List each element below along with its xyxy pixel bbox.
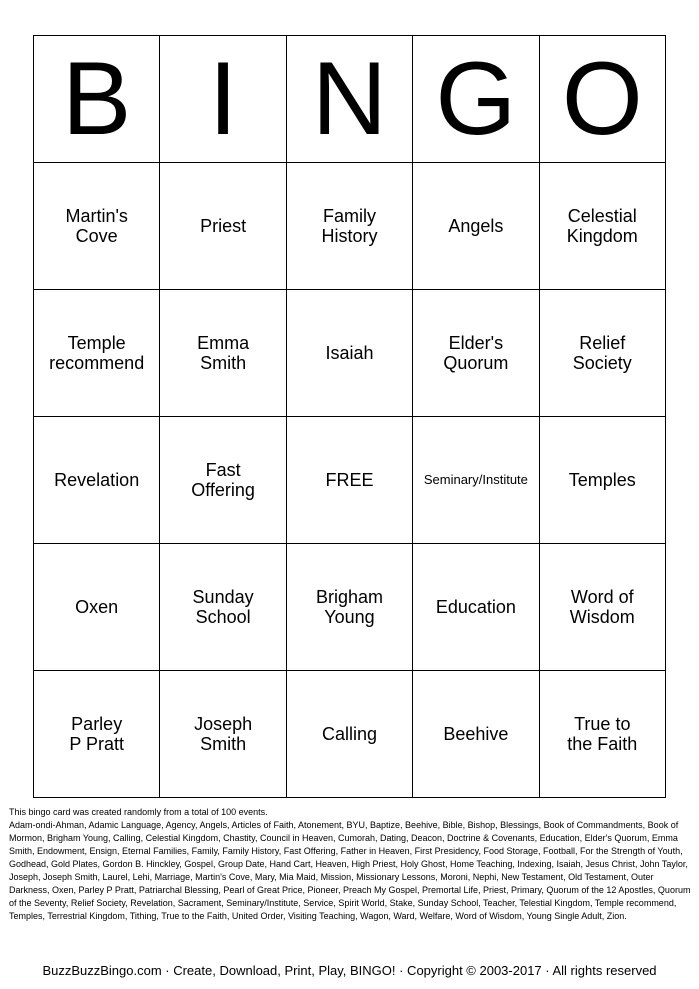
bingo-cell: Seminary/Institute: [413, 417, 539, 544]
bingo-cell: Martin's Cove: [34, 163, 160, 290]
card-info-intro: This bingo card was created randomly from a total of 100 events.: [9, 807, 268, 817]
bingo-cell: Joseph Smith: [160, 671, 286, 798]
bingo-cell: Temple recommend: [34, 290, 160, 417]
bingo-row-5: [34, 671, 666, 798]
bingo-cell: True to the Faith: [539, 671, 665, 798]
bingo-cell: Family History: [286, 163, 412, 290]
bingo-cell: Elder's Quorum: [413, 290, 539, 417]
bingo-cell: Parley P Pratt: [34, 671, 160, 798]
bingo-row-3: [34, 417, 666, 544]
header-letter-i: I: [160, 36, 286, 163]
bingo-cell: Calling: [286, 671, 412, 798]
bingo-cell: Relief Society: [539, 290, 665, 417]
bingo-row-4: [34, 544, 666, 671]
bingo-card: [33, 35, 666, 798]
bingo-cell: Celestial Kingdom: [539, 163, 665, 290]
bingo-row-2: [34, 290, 666, 417]
bingo-cell: Temples: [539, 417, 665, 544]
bingo-cell: Education: [413, 544, 539, 671]
bingo-header-row: [34, 36, 666, 163]
bingo-cell: Emma Smith: [160, 290, 286, 417]
header-letter-b: B: [34, 36, 160, 163]
bingo-cell: Beehive: [413, 671, 539, 798]
event-list: Adam-ondi-Ahman, Adamic Language, Agency, Angels, Articles of Faith, Atonement, BYU, Baptize, Beehive, Bible, Bishop, Blessings, Book of Commandments, Book of Mormon, Brigham Young, Calling, Celestial Kingdom, Chastity, Council in Heaven, Cumorah, Dating, Deacon, Doctrine & Covenants, Education, Elder's Quorum, Emma Smith, Endowment, Ensign, Eternal Families, Family, Family History, Fast Offering, Father in Heaven, First Presidency, Food Storage, Football, For the Strength of Youth, Godhead, Gold Plates, Gordon B. Hinckley, Gospel, Group Date, Hand Cart, Heaven, High Priest, Holy Ghost, Home Teaching, Indexing, Isaiah, Jesus Christ, John Taylor, Joseph, Joseph Smith, Laurel, Lehi, Marriage, Martin's Cove, Mary, Mia Maid, Mission, Missionary Lessons, Moroni, Nephi, New Testament, Old Testament, Outer Darkness, Oxen, Parley P Pratt, Patriarchal Blessing, Pearl of Great Price, Pioneer, Preach My Gospel, Premortal Life, Priest, Primary, Quorum of the 12 Apostles, Quorum of the Seventy, Relief Society, Revelation, Sacrament, Seminary/Institute, Service, Spirit World, Stake, Sunday School, Teacher, Telestial Kingdom, Temple recommend, Temples, Terrestrial Kingdom, Tithing, True to the Faith, United Order, Visiting Teaching, Wagon, Ward, Welfare, Word of Wisdom, Young Single Adult, Zion.: [9, 820, 691, 921]
bingo-cell: Revelation: [34, 417, 160, 544]
header-letter-g: G: [413, 36, 539, 163]
bingo-cell: Sunday School: [160, 544, 286, 671]
bingo-cell: Priest: [160, 163, 286, 290]
header-letter-n: N: [286, 36, 412, 163]
bingo-cell: Brigham Young: [286, 544, 412, 671]
free-space-cell: FREE: [286, 417, 412, 544]
card-info: [9, 806, 691, 923]
bingo-row-1: [34, 163, 666, 290]
bingo-cell: Word of Wisdom: [539, 544, 665, 671]
bingo-cell: Angels: [413, 163, 539, 290]
bingo-cell: Isaiah: [286, 290, 412, 417]
bingo-cell: Oxen: [34, 544, 160, 671]
footer-copyright: BuzzBuzzBingo.com · Create, Download, Print, Play, BINGO! · Copyright © 2003-2017 · All rights reserved: [42, 963, 657, 978]
bingo-cell: Fast Offering: [160, 417, 286, 544]
header-letter-o: O: [539, 36, 665, 163]
